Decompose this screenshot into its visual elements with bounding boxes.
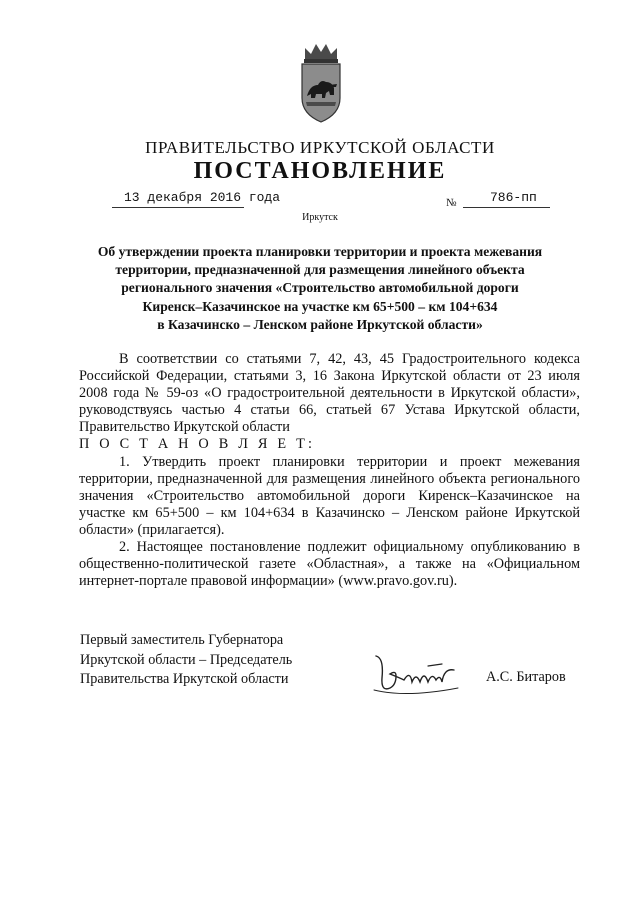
- document-type: ПОСТАНОВЛЕНИЕ: [193, 158, 447, 184]
- number-sign: №: [446, 197, 457, 209]
- coat-of-arms-icon: [296, 38, 346, 128]
- document-number: 786-пп: [490, 190, 537, 205]
- heading-line: регионального значения «Строительство автомобильной дороги: [121, 280, 519, 296]
- item-1-paragraph: 1. Утвердить проект планировки территории и проект межевания территории, предназначенной для размещения линейного объекта регионального значения «Строительство автомобильной дороги Киренск–Казачинское на участке км 65+500 – км 104+634 в Казачинско – Ленском районе Иркутской области» (прилагается).: [79, 453, 580, 538]
- document-heading: [80, 243, 560, 334]
- heading-line: территории, предназначенной для размещения линейного объекта: [115, 262, 525, 278]
- heading-line: Киренск–Казачинское на участке км 65+500 – км 104+634: [142, 298, 498, 314]
- signer-title-line: Иркутской области – Председатель: [80, 651, 293, 668]
- document-date: 13 декабря 2016 года: [124, 190, 281, 205]
- signer-name: А.С. Битаров: [486, 669, 566, 685]
- signer-title-line: Первый заместитель Губернатора: [80, 632, 284, 648]
- item-2-paragraph: 2. Настоящее постановление подлежит официальному опубликованию в общественно-политической газете «Областная», а также на «Официальном интернет-портале правовой информации» (www.pravo.gov.ru).: [79, 539, 580, 590]
- date-underline: [112, 207, 244, 208]
- heading-line: в Казачинско – Ленском районе Иркутской области»: [157, 316, 483, 332]
- document-body: [79, 351, 580, 590]
- number-underline: [463, 207, 550, 208]
- signer-title-line: Правительства Иркутской области: [80, 671, 289, 687]
- government-name: ПРАВИТЕЛЬСТВО ИРКУТСКОЙ ОБЛАСТИ: [145, 138, 495, 157]
- document-city: Иркутск: [302, 212, 338, 223]
- handwritten-signature: [366, 648, 466, 698]
- signer-title-block: [80, 631, 292, 690]
- heading-line: Об утверждении проекта планировки территории и проекта межевания: [97, 244, 543, 259]
- preamble-paragraph: В соответствии со статьями 7, 42, 43, 45 Градостроительного кодекса Российской Федерации, статьями 3, 16 Закона Иркутской области от 23 июля 2008 года № 59-оз «О градостроительной деятельности в Иркутской области», руководствуясь частью 4 статьи 66, статьей 67 Устава Иркутской области, Правительство Иркутской области: [79, 351, 580, 436]
- resolves-word: П О С Т А Н О В Л Я Е Т:: [79, 436, 316, 453]
